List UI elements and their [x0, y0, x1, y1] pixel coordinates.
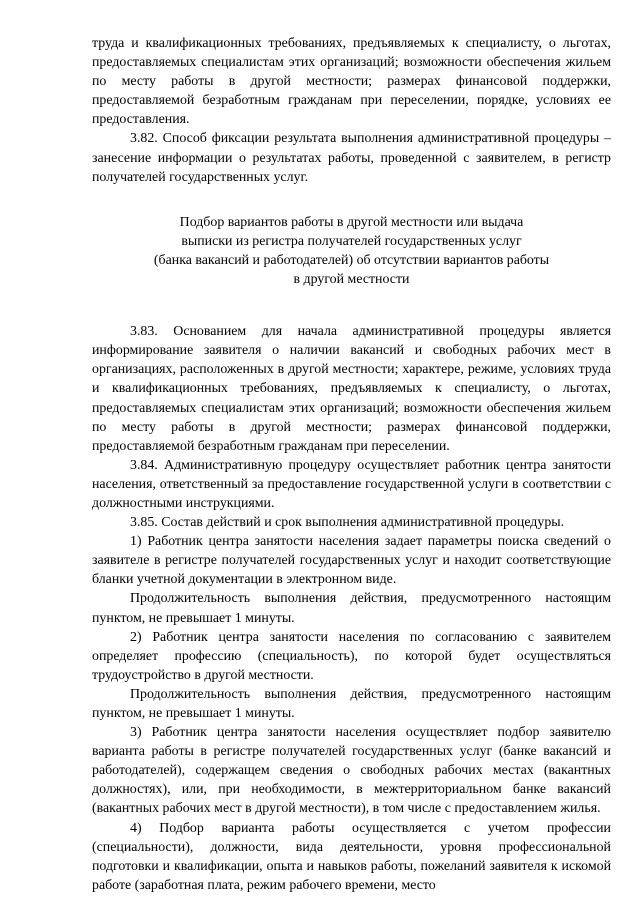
paragraph-duration-2: Продолжительность выполнения действия, предусмотренного настоящим пунктом, не превышает 1 минуты. — [92, 686, 611, 721]
paragraph-duration-1: Продолжительность выполнения действия, предусмотренного настоящим пунктом, не превышает 1 минуты. — [92, 591, 611, 626]
paragraph-item-2: 2) Работник центра занятости населения по согласованию с заявителем определяет профессию (специальность), по которой будет осуществляться трудоустройство в другой местности. — [92, 629, 611, 683]
heading-line: (банка вакансий и работодателей) об отсутствии вариантов работы — [153, 252, 550, 268]
heading-line: выписки из регистра получателей государственных услуг — [181, 233, 522, 249]
paragraph-3-82: 3.82. Способ фиксации результата выполнения административной процедуры – занесение информации о результатах работы, проведенной с заявителем, в регистр получателей государственных услуг. — [92, 131, 611, 185]
paragraph-3-84: 3.84. Административную процедуру осуществляет работник центра занятости населения, ответственный за предоставление государственной услуги в соответствии с должностными инструкциями. — [92, 457, 611, 511]
section-heading — [92, 213, 611, 289]
paragraph-item-1: 1) Работник центра занятости населения задает параметры поиска сведений о заявителе в регистре получателей государственных услуг и находит соответствующие бланки учетной документации в электронном виде. — [92, 534, 611, 588]
paragraph-3-83: 3.83. Основанием для начала административной процедуры является информирование заявителя о наличии вакансий и свободных рабочих мест в организациях, расположенных в другой местности; характере, режиме, условиях труда и квалификационных требованиях, предъявляемых к специалисту, о льготах, предоставляемых специалистам этих организаций; возможности обеспечения жильем по месту работы в другой местности; размерах финансовой поддержки, предоставляемой безработным гражданам при переселении. — [92, 324, 611, 454]
paragraph-3-85: 3.85. Состав действий и срок выполнения административной процедуры. — [130, 515, 565, 531]
paragraph-item-4: 4) Подбор варианта работы осуществляется с учетом профессии (специальности), должности, вида деятельности, уровня профессиональной подготовки и квалификации, опыта и навыков работы, пожеланий заявителя к искомой работе (заработная плата, режим рабочего времени, место — [92, 820, 611, 893]
heading-line: в другой местности — [293, 272, 410, 288]
document-page — [92, 34, 611, 895]
paragraph-continuation: труда и квалификационных требованиях, предъявляемых к специалисту, о льготах, предоставляемых специалистам этих организаций; возможности обеспечения жильем по месту работы в другой местности; размерах финансовой поддержки, предоставляемой безработным гражданам при переселении, порядке, условиях ее предоставления. — [92, 36, 611, 128]
paragraph-item-3: 3) Работник центра занятости населения осуществляет подбор заявителю варианта работы в регистре получателей государственных услуг (банке вакансий и работодателей), содержащем сведения о свободных рабочих местах (вакантных должностях), или, при необходимости, в межтерриториальном банке вакансий (вакантных рабочих мест в другой местности), в том числе с предоставлением жилья. — [92, 725, 611, 817]
heading-line: Подбор вариантов работы в другой местности или выдача — [179, 214, 524, 230]
